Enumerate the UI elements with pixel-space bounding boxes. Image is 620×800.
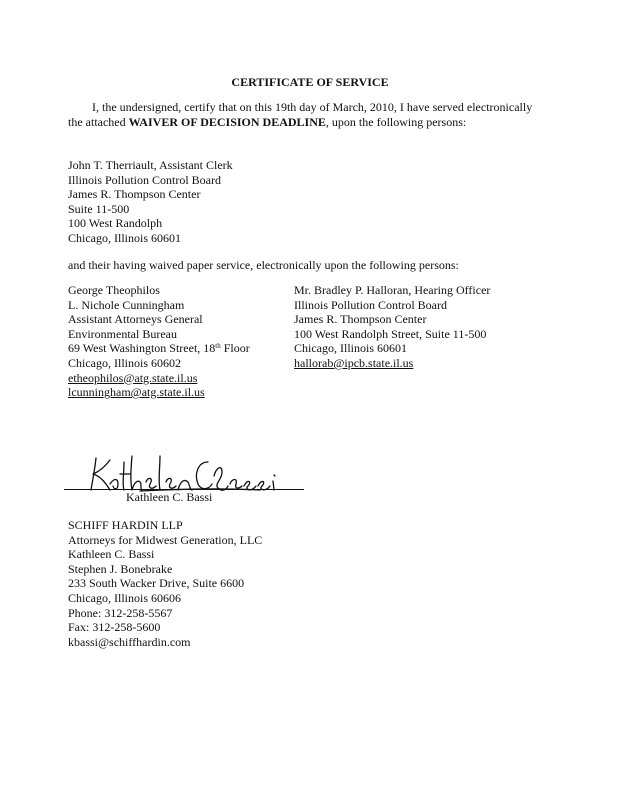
firm-line: 233 South Wacker Drive, Suite 6600 — [68, 576, 245, 591]
contact-line: Environmental Bureau — [68, 326, 177, 341]
contact-line: Chicago, Illinois 60602 — [68, 355, 181, 370]
firm-email[interactable]: kbassi@schiffhardin.com — [68, 634, 191, 649]
contact-line: Chicago, Illinois 60601 — [294, 341, 407, 356]
firm-phone: Phone: 312-258-5567 — [68, 605, 173, 620]
email-link-lcunningham[interactable]: lcunningham@atg.state.il.us — [68, 385, 205, 400]
recipient-line: John T. Therriault, Assistant Clerk — [68, 158, 233, 172]
email-link-etheophilos[interactable]: etheophilos@atg.state.il.us — [68, 370, 198, 385]
contact-line: George Theophilos — [68, 283, 160, 297]
contact-line: Illinois Pollution Control Board — [294, 297, 448, 312]
firm-line: Attorneys for Midwest Generation, LLC — [68, 532, 263, 547]
waived-service-text: and their having waived paper service, electronically upon the following persons: — [68, 258, 459, 272]
recipient-line: Illinois Pollution Control Board — [68, 172, 222, 187]
contact-line: Mr. Bradley P. Halloran, Hearing Officer — [294, 283, 491, 297]
recipient-line: Chicago, Illinois 60601 — [68, 230, 181, 245]
signatory-name: Kathleen C. Bassi — [126, 490, 213, 504]
firm-line: Chicago, Illinois 60606 — [68, 590, 181, 605]
contact-line: James R. Thompson Center — [294, 312, 427, 327]
firm-fax: Fax: 312-258-5600 — [68, 620, 161, 635]
intro-text-2: , upon the following persons: — [325, 114, 467, 129]
firm-signature-block — [68, 518, 262, 649]
firm-line: Kathleen C. Bassi — [68, 547, 155, 562]
document-title: CERTIFICATE OF SERVICE — [231, 75, 389, 89]
intro-text-1: I, the undersigned, certify that on this 19th day of March, 2010, I have served electronically the attached — [68, 100, 533, 129]
hearing-officer-contact — [294, 283, 490, 371]
email-link-hallorab[interactable]: hallorab@ipcb.state.il.us — [294, 355, 414, 370]
contact-line: L. Nichole Cunningham — [68, 297, 185, 312]
attorney-general-contacts — [68, 283, 250, 400]
recipient-address — [68, 158, 233, 246]
contact-line: 100 West Randolph Street, Suite 11-500 — [294, 326, 487, 341]
document-name: WAIVER OF DECISION DEADLINE — [128, 114, 326, 129]
firm-name: SCHIFF HARDIN LLP — [68, 518, 183, 532]
firm-line: Stephen J. Bonebrake — [68, 561, 173, 576]
street-address: 69 West Washington Street, 18th Floor — [68, 341, 250, 356]
recipient-line: 100 West Randolph — [68, 216, 163, 231]
contact-line: Assistant Attorneys General — [68, 312, 203, 327]
intro-paragraph — [68, 100, 538, 129]
recipient-line: Suite 11-500 — [68, 201, 130, 216]
recipient-line: James R. Thompson Center — [68, 187, 201, 202]
